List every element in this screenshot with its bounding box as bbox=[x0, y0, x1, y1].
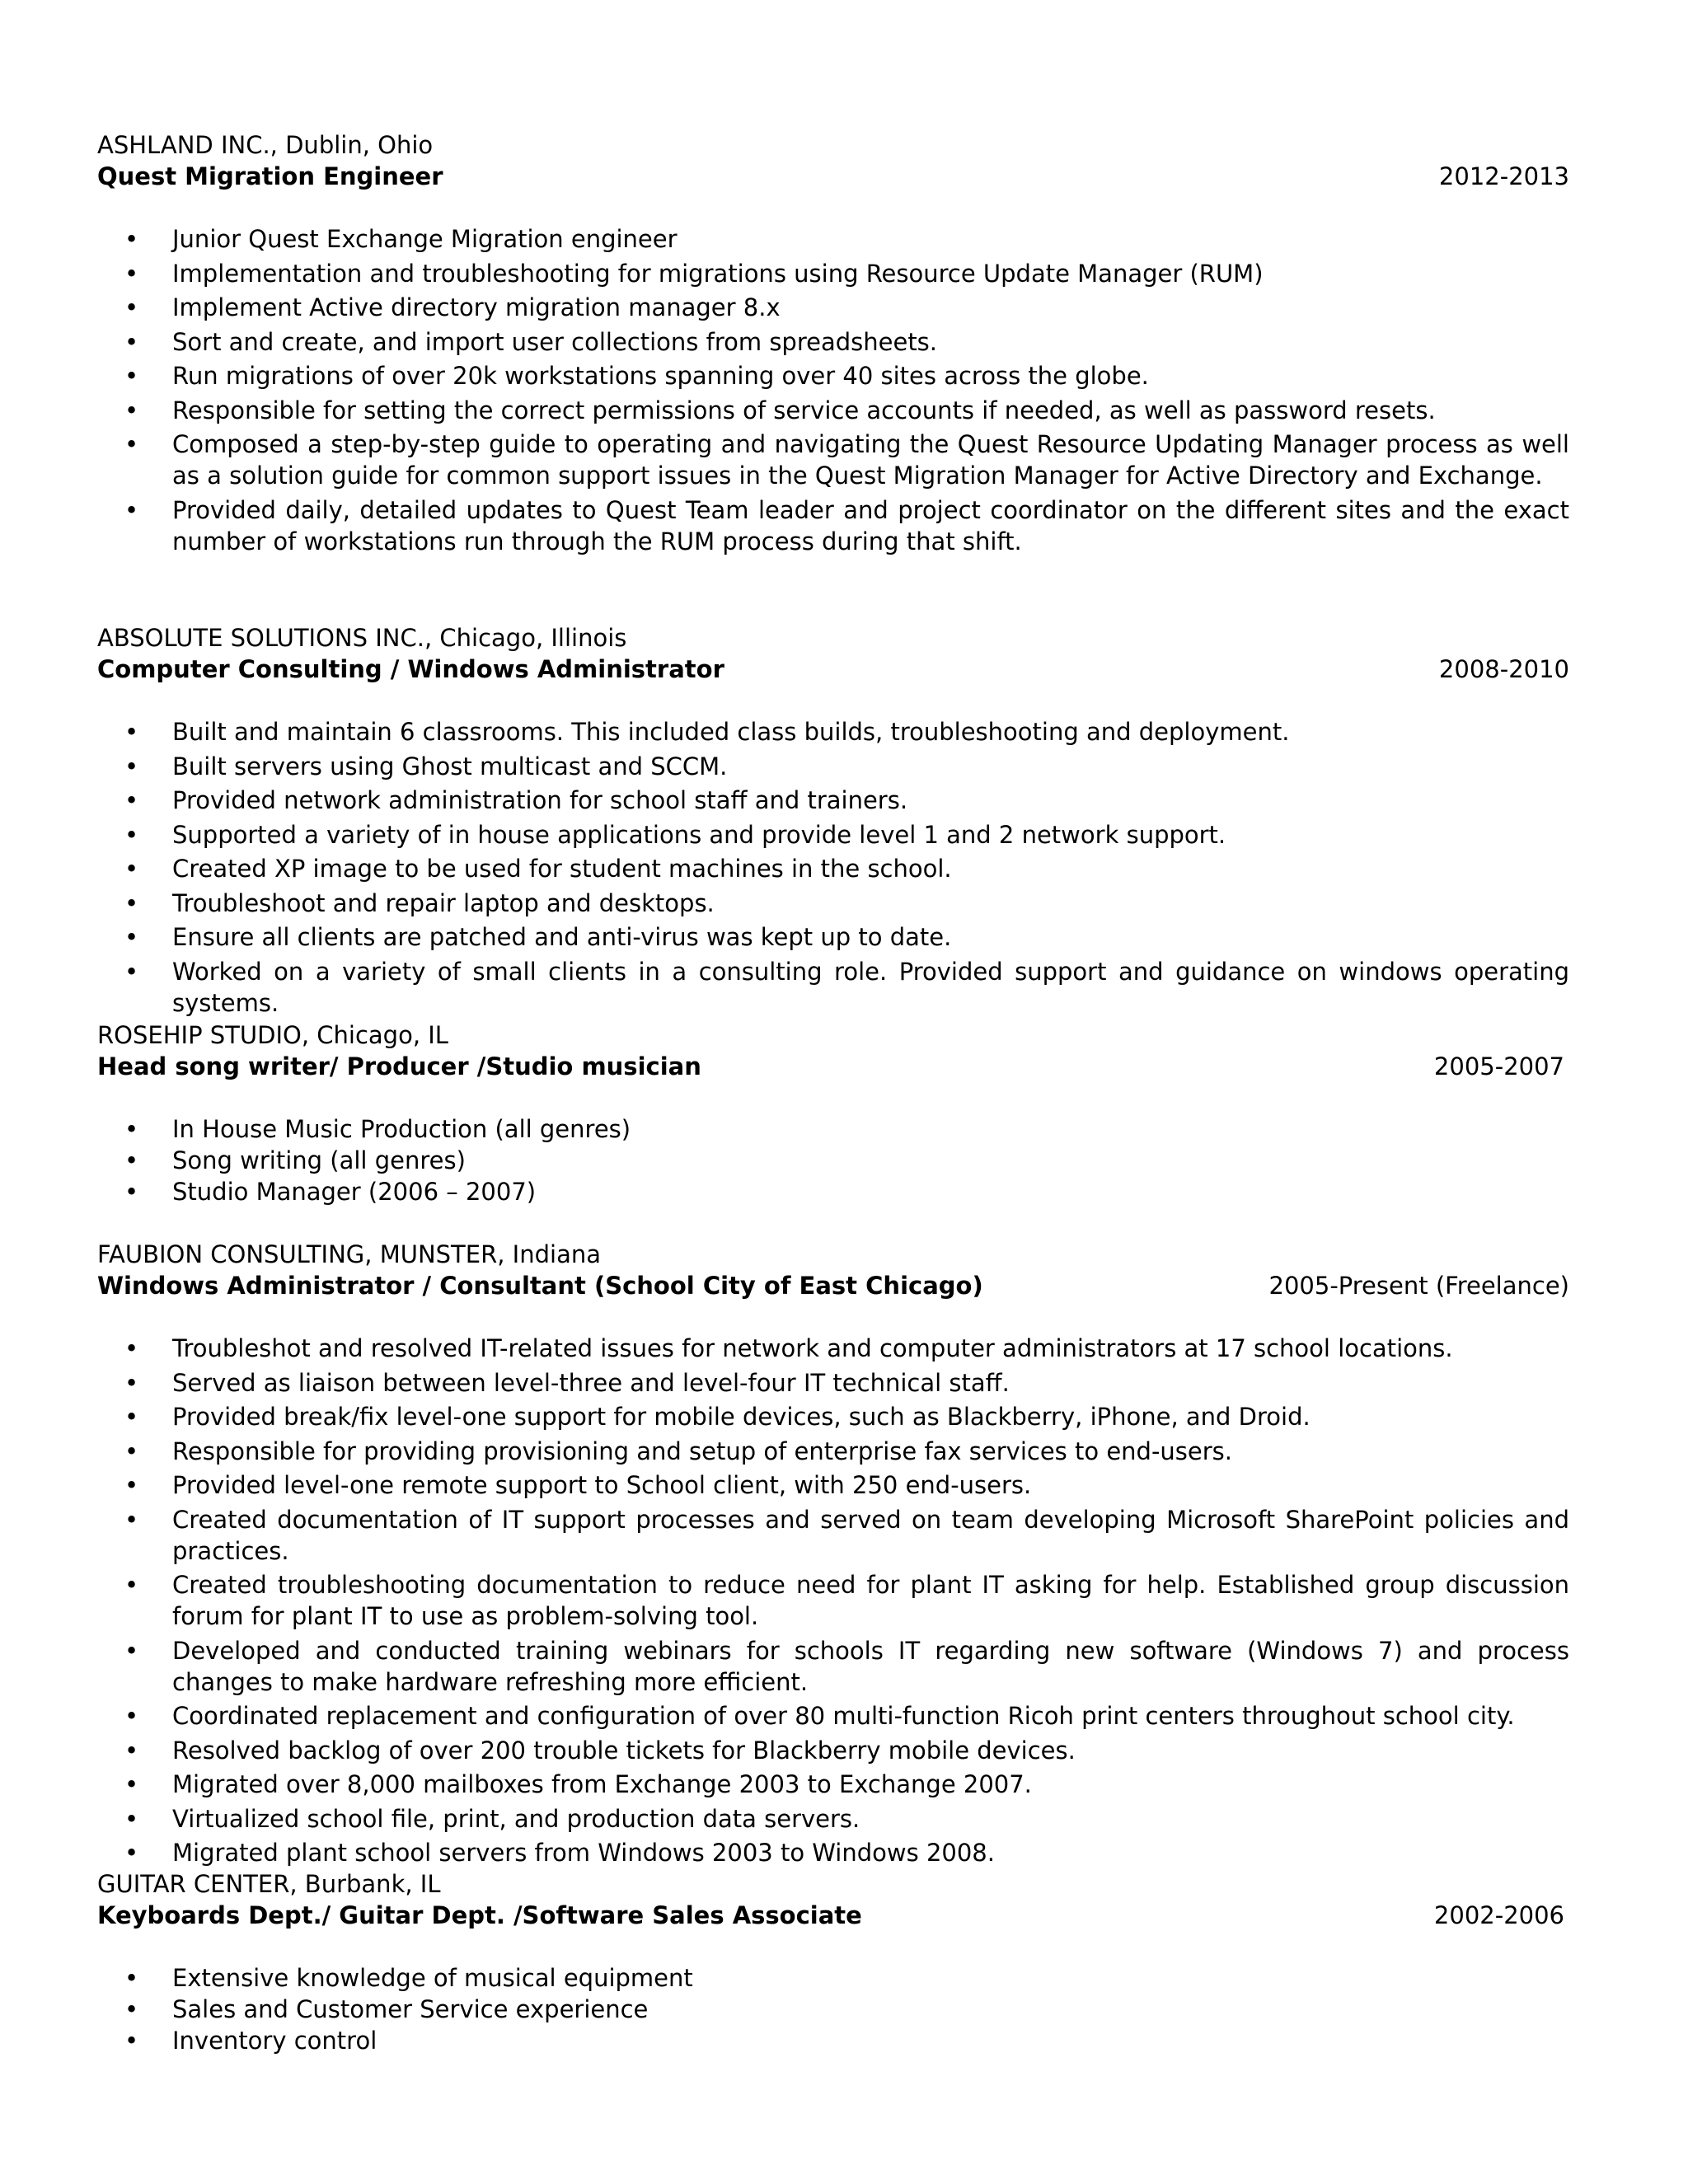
list-item bbox=[97, 326, 1569, 358]
list-item bbox=[97, 1504, 1569, 1567]
list-item bbox=[97, 258, 1569, 289]
job-section-absolute-solutions bbox=[97, 622, 1569, 1021]
bullet-text: Created documentation of IT support processes and served on team developing Microsoft SharePoint policies and practices. bbox=[172, 1505, 1569, 1565]
list-item bbox=[97, 1469, 1569, 1501]
bullet-icon: • bbox=[124, 1436, 139, 1465]
bullet-text: Resolved backlog of over 200 trouble tickets for Blackberry mobile devices. bbox=[172, 1736, 1076, 1765]
bullet-text: Migrated over 8,000 mailboxes from Exchange 2003 to Exchange 2007. bbox=[172, 1770, 1032, 1798]
job-bullet-list bbox=[97, 716, 1569, 1019]
job-section-faubion-consulting bbox=[97, 1239, 1569, 1872]
bullet-icon: • bbox=[124, 820, 139, 849]
bullet-icon: • bbox=[124, 2027, 139, 2055]
job-title-row bbox=[97, 161, 1569, 192]
bullet-icon: • bbox=[124, 752, 139, 780]
bullet-icon: • bbox=[124, 957, 139, 986]
bullet-icon: • bbox=[124, 1115, 139, 1143]
bullet-text: Run migrations of over 20k workstations spanning over 40 sites across the globe. bbox=[172, 362, 1149, 390]
bullet-icon: • bbox=[124, 1804, 139, 1833]
bullet-text: Studio Manager (2006 – 2007) bbox=[172, 1178, 537, 1206]
bullet-text: Inventory control bbox=[172, 2027, 377, 2055]
bullet-text: Song writing (all genres) bbox=[172, 1146, 466, 1174]
company-name: ABSOLUTE SOLUTIONS INC., Chicago, Illinois bbox=[97, 624, 627, 652]
bullet-icon: • bbox=[124, 396, 139, 424]
job-title-row bbox=[97, 1900, 1569, 1931]
bullet-text: Built servers using Ghost multicast and SCCM. bbox=[172, 752, 728, 780]
job-dates: 2002-2006 bbox=[1433, 1901, 1564, 1929]
bullet-text: Composed a step-by-step guide to operating and navigating the Quest Resource Updating Manager process as well as a solution guide for common support issues in the Quest Migration Manager for Active Directory and Exchange. bbox=[172, 430, 1569, 490]
bullet-icon: • bbox=[124, 1471, 139, 1499]
bullet-text: Responsible for providing provisioning and setup of enterprise fax services to end-users. bbox=[172, 1436, 1233, 1465]
bullet-icon: • bbox=[124, 1839, 139, 1867]
bullet-icon: • bbox=[124, 923, 139, 951]
bullet-text: Supported a variety of in house applications and provide level 1 and 2 network support. bbox=[172, 820, 1226, 849]
list-item bbox=[97, 1113, 1569, 1145]
job-title-row bbox=[97, 1051, 1569, 1082]
job-section-guitar-center bbox=[97, 1868, 1569, 2056]
bullet-icon: • bbox=[124, 786, 139, 814]
bullet-text: Created XP image to be used for student machines in the school. bbox=[172, 855, 952, 883]
bullet-icon: • bbox=[124, 362, 139, 390]
bullet-icon: • bbox=[124, 1334, 139, 1362]
job-title: Windows Administrator / Consultant (School City of East Chicago) bbox=[97, 1272, 983, 1300]
bullet-text: Created troubleshooting documentation to reduce need for plant IT asking for help. Established group discussion forum for plant IT to use as problem-solving tool. bbox=[172, 1571, 1569, 1630]
list-item bbox=[97, 1994, 1569, 2025]
list-item bbox=[97, 921, 1569, 953]
list-item bbox=[97, 1803, 1569, 1835]
list-item bbox=[97, 956, 1569, 1019]
bullet-icon: • bbox=[124, 888, 139, 917]
job-dates: 2005-Present (Freelance) bbox=[1268, 1272, 1569, 1300]
bullet-icon: • bbox=[124, 430, 139, 458]
list-item bbox=[97, 429, 1569, 491]
bullet-icon: • bbox=[124, 495, 139, 524]
list-item bbox=[97, 716, 1569, 748]
bullet-icon: • bbox=[124, 327, 139, 356]
job-title-row bbox=[97, 654, 1569, 685]
list-item bbox=[97, 1735, 1569, 1766]
bullet-icon: • bbox=[124, 1505, 139, 1534]
bullet-text: Extensive knowledge of musical equipment bbox=[172, 1964, 693, 1992]
bullet-text: Provided break/fix level-one support for mobile devices, such as Blackberry, iPhone, and Droid. bbox=[172, 1403, 1311, 1431]
job-bullet-list bbox=[97, 223, 1569, 557]
list-item bbox=[97, 1367, 1569, 1399]
job-title: Computer Consulting / Windows Administrator bbox=[97, 655, 724, 683]
company-name: ASHLAND INC., Dublin, Ohio bbox=[97, 131, 434, 159]
job-title: Quest Migration Engineer bbox=[97, 162, 443, 190]
list-item bbox=[97, 1700, 1569, 1732]
job-title-row bbox=[97, 1270, 1569, 1301]
bullet-icon: • bbox=[124, 1770, 139, 1798]
bullet-text: Provided level-one remote support to School client, with 250 end-users. bbox=[172, 1471, 1032, 1499]
list-item bbox=[97, 494, 1569, 557]
list-item bbox=[97, 819, 1569, 851]
job-bullet-list bbox=[97, 1333, 1569, 1868]
list-item bbox=[97, 223, 1569, 255]
list-item bbox=[97, 395, 1569, 426]
bullet-text: Sort and create, and import user collections from spreadsheets. bbox=[172, 327, 938, 356]
bullet-text: Migrated plant school servers from Windows 2003 to Windows 2008. bbox=[172, 1839, 995, 1867]
bullet-icon: • bbox=[124, 1178, 139, 1206]
bullet-text: Virtualized school file, print, and production data servers. bbox=[172, 1804, 860, 1833]
list-item bbox=[97, 2025, 1569, 2056]
bullet-text: Troubleshoot and repair laptop and desktops. bbox=[172, 888, 715, 917]
list-item bbox=[97, 1145, 1569, 1176]
job-bullet-list bbox=[97, 1113, 1569, 1207]
bullet-text: Coordinated replacement and configuration of over 80 multi-function Ricoh print centers throughout school city. bbox=[172, 1702, 1515, 1730]
job-title: Head song writer/ Producer /Studio musician bbox=[97, 1052, 701, 1080]
list-item bbox=[97, 1635, 1569, 1698]
list-item bbox=[97, 853, 1569, 884]
bullet-text: Provided daily, detailed updates to Quest Team leader and project coordinator on the different sites and the exact number of workstations run through the RUM process during that shift. bbox=[172, 495, 1569, 555]
bullet-text: Built and maintain 6 classrooms. This included class builds, troubleshooting and deployment. bbox=[172, 718, 1290, 746]
list-item bbox=[97, 360, 1569, 391]
bullet-icon: • bbox=[124, 718, 139, 746]
list-item bbox=[97, 1333, 1569, 1364]
list-item bbox=[97, 292, 1569, 323]
list-item bbox=[97, 751, 1569, 782]
bullet-text: Worked on a variety of small clients in a consulting role. Provided support and guidance on windows operating systems. bbox=[172, 957, 1569, 1017]
job-section-ashland bbox=[97, 129, 1569, 560]
list-item bbox=[97, 1569, 1569, 1632]
job-section-rosehip-studio bbox=[97, 1019, 1569, 1207]
list-item bbox=[97, 1436, 1569, 1467]
bullet-icon: • bbox=[124, 1995, 139, 2023]
bullet-icon: • bbox=[124, 1368, 139, 1397]
bullet-text: Junior Quest Exchange Migration engineer bbox=[172, 225, 678, 253]
job-dates: 2005-2007 bbox=[1433, 1052, 1564, 1080]
bullet-icon: • bbox=[124, 293, 139, 321]
bullet-icon: • bbox=[124, 1964, 139, 1992]
job-dates: 2008-2010 bbox=[1438, 655, 1569, 683]
list-item bbox=[97, 1769, 1569, 1800]
bullet-icon: • bbox=[124, 1571, 139, 1599]
bullet-icon: • bbox=[124, 1636, 139, 1665]
company-name: FAUBION CONSULTING, MUNSTER, Indiana bbox=[97, 1240, 601, 1268]
bullet-icon: • bbox=[124, 259, 139, 288]
list-item bbox=[97, 785, 1569, 816]
bullet-text: Served as liaison between level-three and level-four IT technical staff. bbox=[172, 1368, 1010, 1397]
company-name: ROSEHIP STUDIO, Chicago, IL bbox=[97, 1021, 448, 1049]
bullet-icon: • bbox=[124, 1146, 139, 1174]
bullet-icon: • bbox=[124, 1702, 139, 1730]
bullet-text: Provided network administration for school staff and trainers. bbox=[172, 786, 908, 814]
bullet-icon: • bbox=[124, 225, 139, 253]
job-bullet-list bbox=[97, 1962, 1569, 2056]
bullet-text: Developed and conducted training webinars for schools IT regarding new software (Windows 7) and process changes to make hardware refreshing more efficient. bbox=[172, 1636, 1569, 1696]
bullet-text: Implement Active directory migration manager 8.x bbox=[172, 293, 781, 321]
job-title: Keyboards Dept./ Guitar Dept. /Software Sales Associate bbox=[97, 1901, 862, 1929]
bullet-text: Ensure all clients are patched and anti-virus was kept up to date. bbox=[172, 923, 952, 951]
company-name: GUITAR CENTER, Burbank, IL bbox=[97, 1870, 441, 1898]
list-item bbox=[97, 1176, 1569, 1207]
job-dates: 2012-2013 bbox=[1438, 162, 1569, 190]
list-item bbox=[97, 1837, 1569, 1868]
bullet-text: In House Music Production (all genres) bbox=[172, 1115, 631, 1143]
bullet-icon: • bbox=[124, 1736, 139, 1765]
bullet-icon: • bbox=[124, 855, 139, 883]
list-item bbox=[97, 1401, 1569, 1432]
bullet-text: Implementation and troubleshooting for migrations using Resource Update Manager (RUM) bbox=[172, 259, 1264, 288]
bullet-text: Sales and Customer Service experience bbox=[172, 1995, 649, 2023]
bullet-icon: • bbox=[124, 1403, 139, 1431]
bullet-text: Responsible for setting the correct permissions of service accounts if needed, as well as password resets. bbox=[172, 396, 1436, 424]
list-item bbox=[97, 888, 1569, 919]
list-item bbox=[97, 1962, 1569, 1994]
bullet-text: Troubleshot and resolved IT-related issues for network and computer administrators at 17 school locations. bbox=[172, 1334, 1453, 1362]
